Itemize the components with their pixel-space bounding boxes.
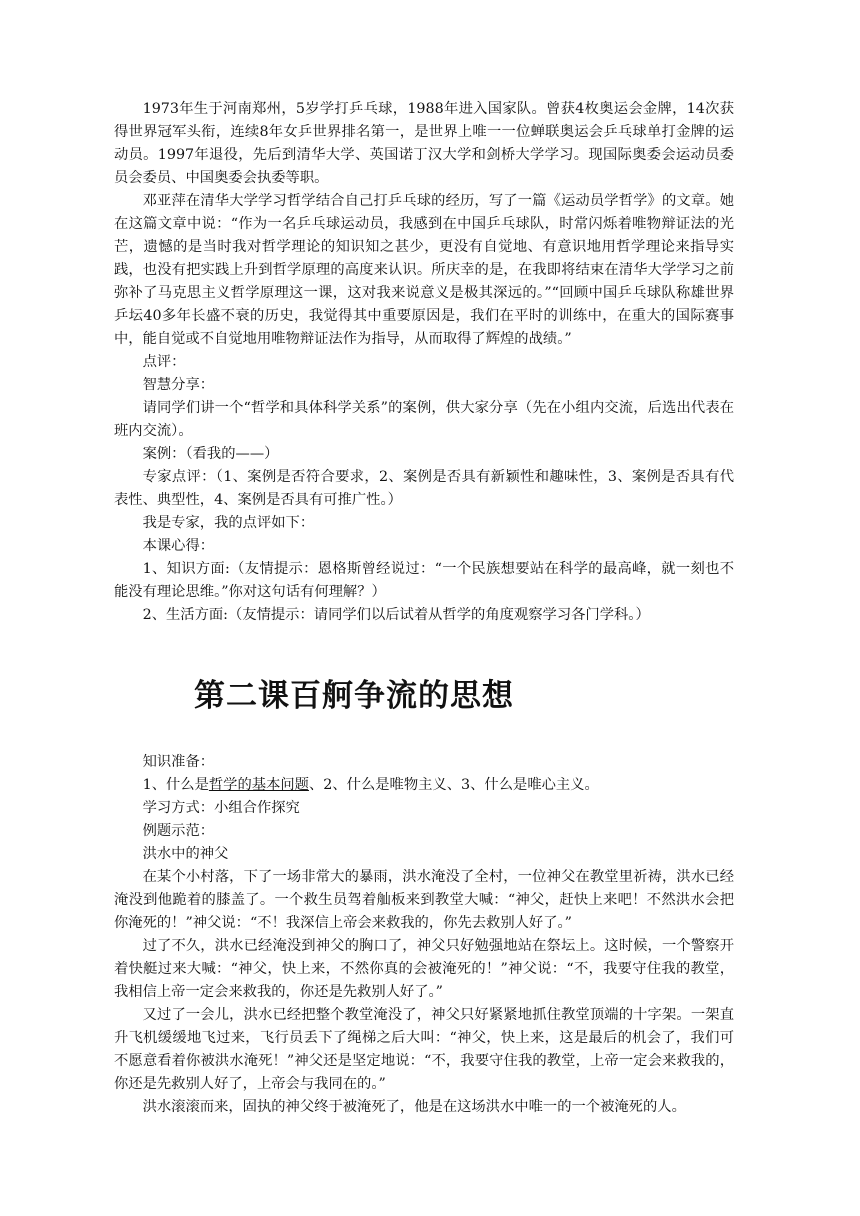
story-paragraph-1: 在某个小村落，下了一场非常大的暴雨，洪水淹没了全村，一位神父在教堂里祈祷，洪水已经淹没到他跪着的膝盖了。一个救生员驾着舢板来到教堂大喊：“神父，赶快上来吧！不然洪水会把你淹死的！”神父说：“不！我深信上帝会来救我的，你先去救别人好了。” (114, 869, 734, 931)
prep-text-b: 、2、什么是唯物主义、3、什么是唯心主义。 (308, 777, 599, 793)
share-prompt: 请同学们讲一个“哲学和具体科学关系”的案例，供大家分享（先在小组内交流，后选出代表在班内交流）。 (114, 400, 734, 439)
story-paragraph-2: 过了不久，洪水已经淹没到神父的胸口了，神父只好勉强地站在祭坛上。这时候，一个警察开着快艇过来大喊：“神父，快上来，不然你真的会被淹死的！”神父说：“不，我要守住我的教堂，我相信上帝一定会来救我的，你还是先救别人好了。” (114, 938, 734, 1000)
section-1-body (114, 98, 734, 627)
bio-paragraph: 1973年生于河南郑州，5岁学打乒乓球，1988年进入国家队。曾获4枚奥运会金牌，14次获得世界冠军头衔，连续8年女乒世界排名第一，是世界上唯一一位蝉联奥运会乒乓球单打金牌的运动员。1997年退役，先后到清华大学、英国诺丁汉大学和剑桥大学学习。现国际奥委会运动员委员会委员、中国奥委会执委等职。 (114, 101, 734, 186)
lesson-title: 第二课百舸争流的思想 (194, 678, 514, 714)
basic-question-link[interactable]: 哲学的基本问题 (208, 777, 309, 793)
prep-questions (114, 774, 734, 797)
story-paragraph-3: 又过了一会儿，洪水已经把整个教堂淹没了，神父只好紧紧地抓住教堂顶端的十字架。一架直升飞机缓缓地飞过来，飞行员丢下了绳梯之后大叫：“神父，快上来，这是最后的机会了，我们可不愿意看着你被洪水淹死！”神父还是坚定地说：“不，我要守住我的教堂，上帝一定会来救我的，你还是先救别人好了，上帝会与我同在的。” (114, 1007, 734, 1092)
lesson-2-body (114, 751, 734, 1119)
study-method: 学习方式：小组合作探究 (142, 800, 300, 816)
prep-label: 知识准备： (142, 754, 215, 770)
my-review: 我是专家，我的点评如下： (142, 515, 315, 531)
case-label: 案例：（看我的——） (142, 446, 279, 462)
example-label: 例题示范： (142, 823, 215, 839)
prep-text-a: 1、什么是 (142, 777, 209, 793)
knowledge-takeaway: 1、知识方面:（友情提示：恩格斯曾经说过：“一个民族想要站在科学的最高峰，就一刻也不能没有理论思维。”你对这句话有何理解？） (114, 561, 734, 600)
wisdom-share-label: 智慧分享： (142, 377, 215, 393)
life-takeaway: 2、生活方面:（友情提示：请同学们以后试着从哲学的角度观察学习各门学科。） (142, 607, 650, 623)
story-title: 洪水中的神父 (142, 846, 229, 862)
essay-paragraph: 邓亚萍在清华大学学习哲学结合自己打乒乓球的经历，写了一篇《运动员学哲学》的文章。她在这篇文章中说：“作为一名乒乓球运动员，我感到在中国乒乓球队，时常闪烁着唯物辩证法的光芒，遗憾的是当时我对哲学理论的知识知之甚少，更没有自觉地、有意识地用哲学理论来指导实践，也没有把实践上升到哲学原理的高度来认识。所庆幸的是，在我即将结束在清华大学学习之前弥补了马克思主义哲学原理这一课，这对我来说意义是极其深远的。”“回顾中国乒乓球队称雄世界乒坛40多年长盛不衰的历史，我觉得其中重要原因是，我们在平时的训练中，在重大的国际赛事中，能自觉或不自觉地用唯物辩证法作为指导，从而取得了辉煌的战绩。” (114, 193, 734, 347)
takeaway-label: 本课心得： (142, 538, 215, 554)
story-paragraph-4: 洪水滚滚而来，固执的神父终于被淹死了，他是在这场洪水中唯一的一个被淹死的人。 (142, 1099, 686, 1115)
comment-label: 点评： (142, 354, 186, 370)
expert-review: 专家点评：（1、案例是否符合要求，2、案例是否具有新颖性和趣味性，3、案例是否具有代表性、典型性，4、案例是否具有可推广性。） (114, 469, 734, 508)
